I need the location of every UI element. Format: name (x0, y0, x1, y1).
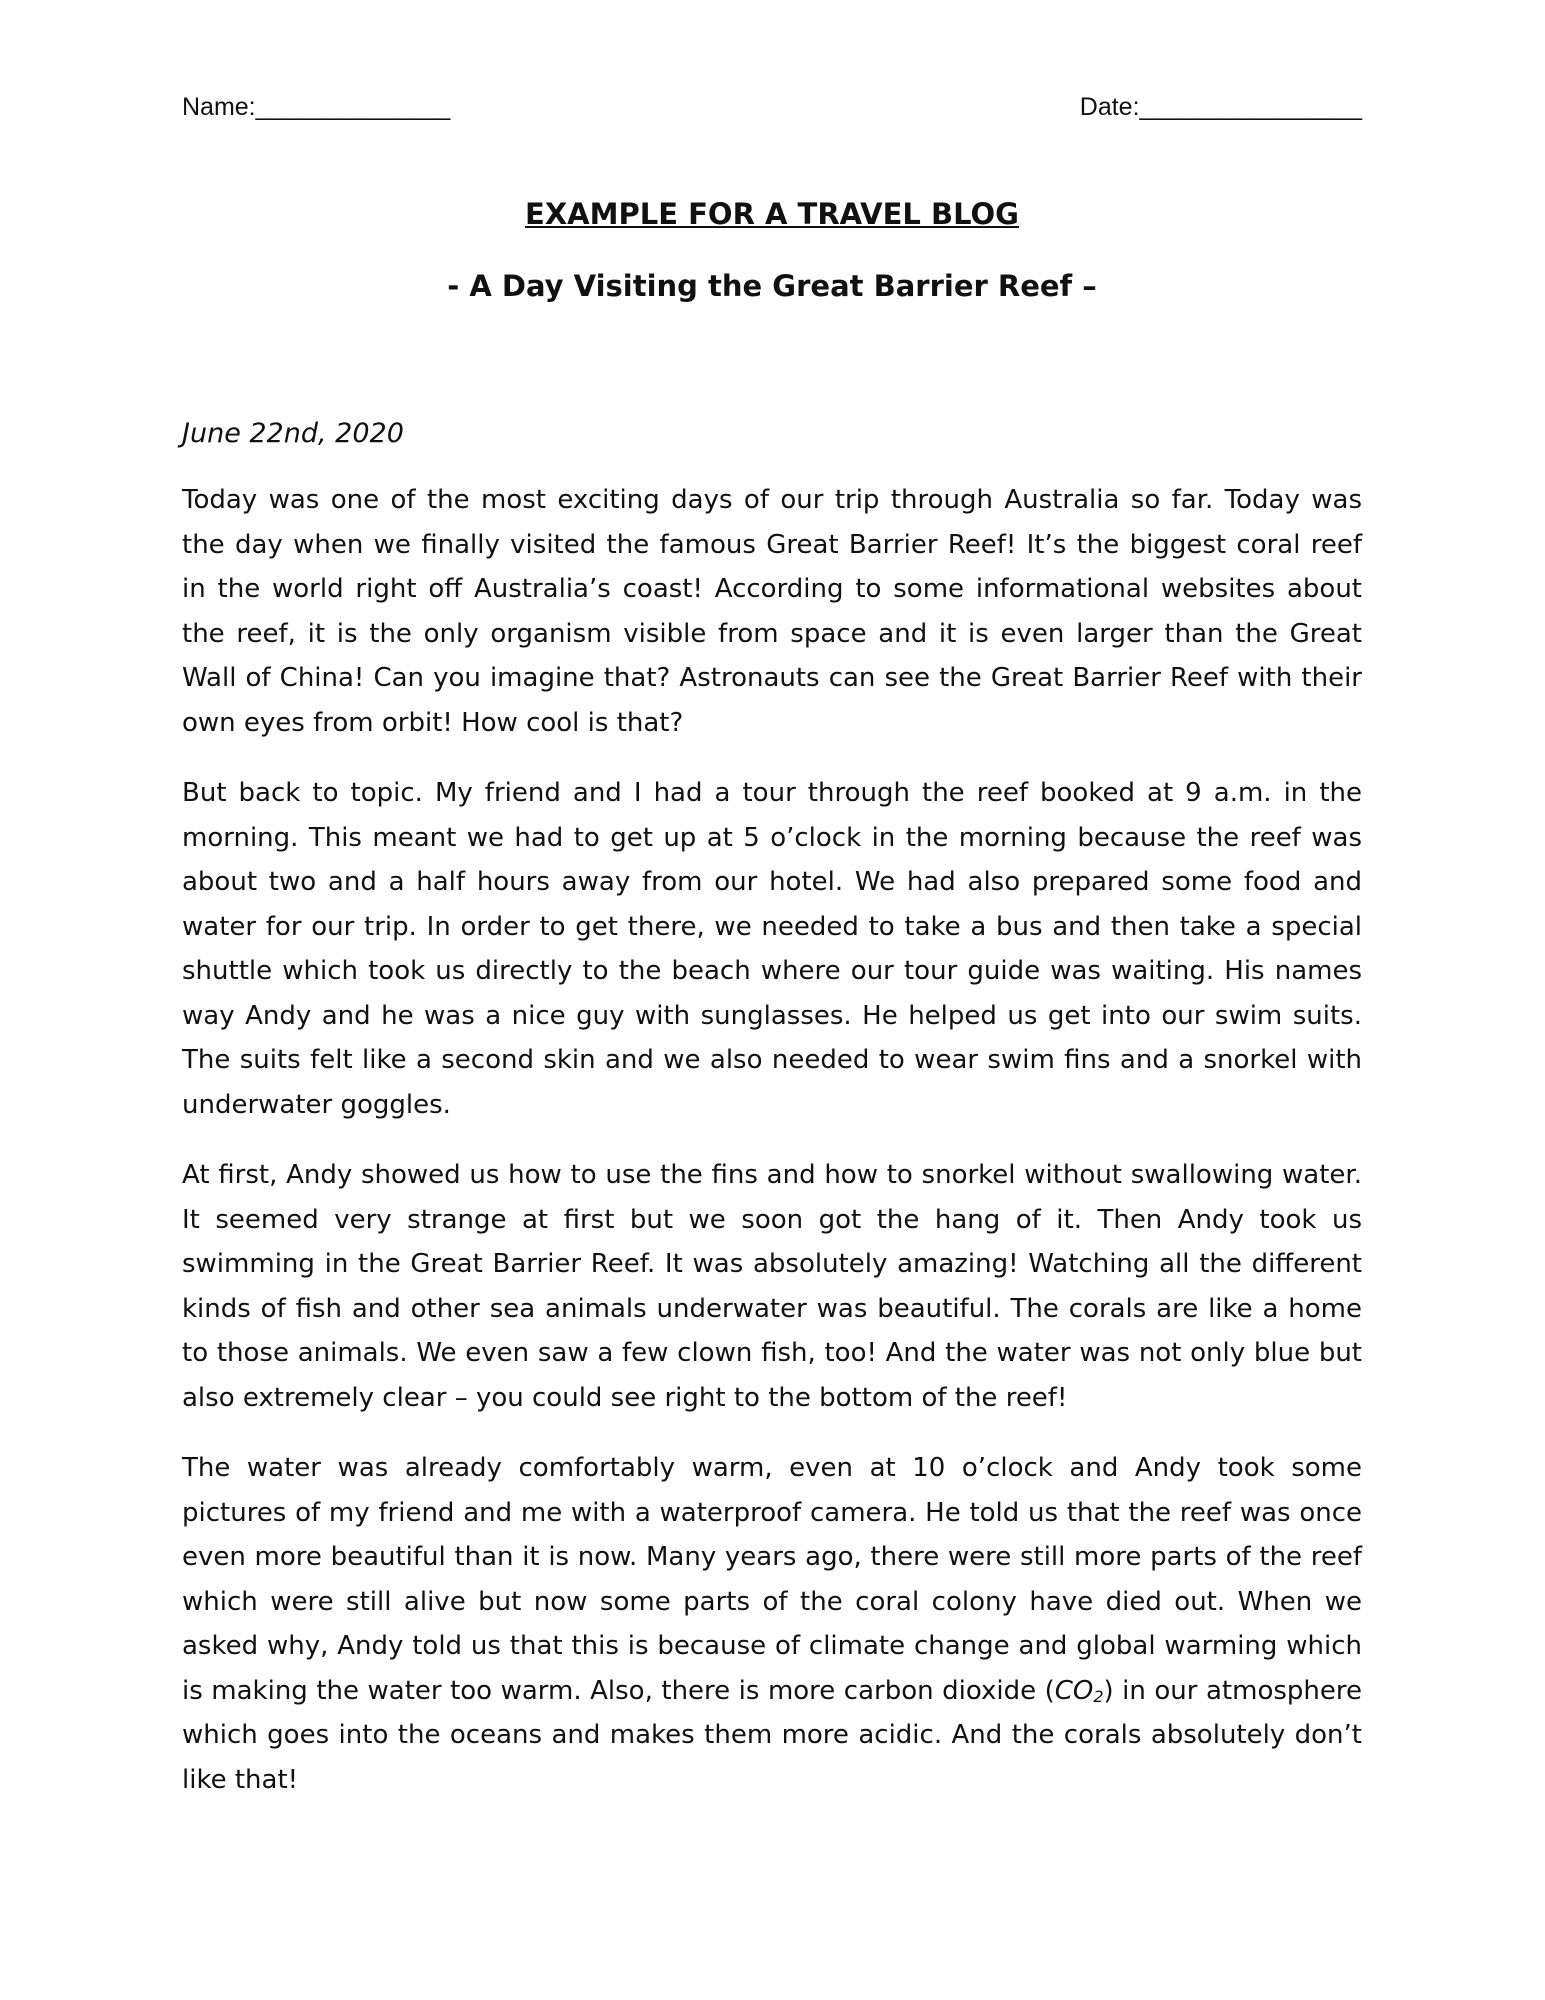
paragraph-2: But back to topic. My friend and I had a tour through the reef booked at 9 a.m. in the morning. This meant we had to get up at 5 o’clock in the morning because the reef was about two and a half hours away from our hotel. We had also prepared some food and water for our trip. In order to get there, we needed to take a bus and then take a special shuttle which took us directly to the beach where our tour guide was waiting. His names way Andy and he was a nice guy with sunglasses. He helped us get into our swim suits. The suits felt like a second skin and we also needed to wear swim fins and a snorkel with underwater goggles. (182, 778, 1362, 1120)
co2-letters: CO (1054, 1675, 1094, 1706)
header-row (182, 92, 1362, 122)
name-field-label: Name:______________ (182, 93, 451, 121)
co2-subscript: 2 (1093, 1686, 1104, 1706)
date-field-label: Date:________________ (1079, 93, 1362, 121)
page-title: EXAMPLE FOR A TRAVEL BLOG (525, 197, 1019, 231)
paragraph-4-text-end: ) in our atmosphere which goes into the oceans and makes them more acidic. And the corals absolutely don’t like that! (182, 1675, 1362, 1795)
paragraph-4 (182, 1446, 1362, 1802)
co2-formula (1055, 1676, 1104, 1706)
page-subtitle: - A Day Visiting the Great Barrier Reef – (447, 269, 1097, 303)
paragraph-4-text-start: The water was already comfortably warm, even at 10 o’clock and Andy took some pictures of my friend and me with a waterproof camera. He told us that the reef was once even more beautiful than it is now. Many years ago, there were still more parts of the reef which were still alive but now some parts of the coral colony have died out. When we asked why, Andy told us that this is because of climate change and global warming which is making the water too warm. Also, there is more carbon dioxide ( (182, 1453, 1362, 1706)
paragraph-1: Today was one of the most exciting days of our trip through Australia so far. Today was the day when we finally visited the famous Great Barrier Reef! It’s the biggest coral reef in the world right off Australia’s coast! According to some informational websites about the reef, it is the only organism visible from space and it is even larger than the Great Wall of China! Can you imagine that? Astronauts can see the Great Barrier Reef with their own eyes from orbit! How cool is that? (182, 485, 1362, 738)
entry-date: June 22nd, 2020 (182, 418, 404, 449)
worksheet-page (182, 80, 1362, 1828)
paragraph-3: At first, Andy showed us how to use the fins and how to snorkel without swallowing water. It seemed very strange at first but we soon got the hang of it. Then Andy took us swimming in the Great Barrier Reef. It was absolutely amazing! Watching all the different kinds of fish and other sea animals underwater was beautiful. The corals are like a home to those animals. We even saw a few clown fish, too! And the water was not only blue but also extremely clear – you could see right to the bottom of the reef! (182, 1160, 1362, 1413)
